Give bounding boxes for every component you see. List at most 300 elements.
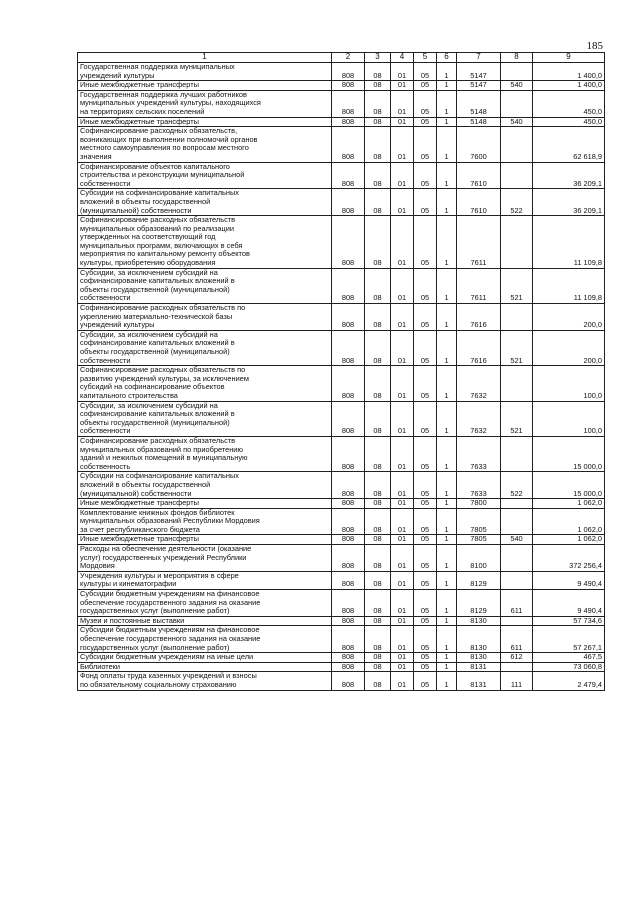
- cell-subsection: 01: [391, 662, 414, 672]
- cell-code-ministry: 808: [332, 616, 365, 626]
- cell-program: 05: [414, 472, 437, 499]
- cell-target-item: 7611: [457, 268, 501, 303]
- cell-expense-name: [78, 330, 332, 365]
- cell-amount: 450,0: [533, 117, 605, 127]
- cell-subprogram: 1: [437, 162, 457, 189]
- expense-name-line: Софинансирование расходных обязательств,: [80, 126, 238, 136]
- table-row: [78, 508, 605, 535]
- cell-section: 08: [365, 545, 391, 572]
- cell-section: 08: [365, 90, 391, 117]
- cell-subsection: 01: [391, 162, 414, 189]
- cell-target-item: 8129: [457, 590, 501, 617]
- cell-code-ministry: 808: [332, 672, 365, 690]
- cell-amount: 467,5: [533, 653, 605, 663]
- cell-subsection: 01: [391, 571, 414, 589]
- cell-amount: 100,0: [533, 401, 605, 436]
- cell-code-ministry: 808: [332, 216, 365, 269]
- cell-target-item: 7600: [457, 127, 501, 162]
- column-header: 6: [437, 53, 457, 63]
- cell-expense-type: [501, 63, 533, 81]
- expense-name-line: местного самоуправления по вопросам местного: [80, 143, 249, 153]
- cell-subprogram: 1: [437, 626, 457, 653]
- expense-name-line: вложений в объекты государственной: [80, 479, 211, 489]
- cell-program: 05: [414, 662, 437, 672]
- cell-code-ministry: 808: [332, 268, 365, 303]
- table-row: [78, 590, 605, 617]
- cell-expense-name: [78, 472, 332, 499]
- expense-name-line: Софинансирование расходных обязательств: [80, 435, 236, 445]
- cell-section: 08: [365, 81, 391, 91]
- cell-subprogram: 1: [437, 90, 457, 117]
- cell-amount: 372 256,4: [533, 545, 605, 572]
- expense-name-line: объекты государственной (муниципальной): [80, 284, 230, 294]
- expense-name-line: Софинансирование расходных обязательств: [80, 215, 236, 225]
- cell-section: 08: [365, 127, 391, 162]
- cell-target-item: 8131: [457, 672, 501, 690]
- cell-amount: 200,0: [533, 304, 605, 331]
- cell-subsection: 01: [391, 590, 414, 617]
- cell-expense-type: [501, 571, 533, 589]
- cell-code-ministry: 808: [332, 535, 365, 545]
- cell-program: 05: [414, 535, 437, 545]
- expense-name-line: утвержденных на соответствующий год: [80, 232, 216, 242]
- expense-name-line: объекты государственной (муниципальной): [80, 417, 230, 427]
- table-row: [78, 216, 605, 269]
- cell-target-item: 7632: [457, 366, 501, 401]
- cell-section: 08: [365, 472, 391, 499]
- cell-expense-type: [501, 508, 533, 535]
- expense-name-line: мероприятия по капитальному ремонту объектов: [80, 249, 250, 259]
- cell-section: 08: [365, 436, 391, 471]
- column-header: 1: [78, 53, 332, 63]
- expense-name-line: вложений в объекты государственной: [80, 196, 211, 206]
- expense-name-line: государственных услуг (выполнение работ): [80, 606, 230, 616]
- table-body: [78, 63, 605, 691]
- cell-section: 08: [365, 330, 391, 365]
- cell-program: 05: [414, 366, 437, 401]
- cell-subprogram: 1: [437, 508, 457, 535]
- table-row: [78, 162, 605, 189]
- expense-name-line: Учреждения культуры и мероприятия в сфере: [80, 570, 239, 580]
- cell-target-item: 7616: [457, 330, 501, 365]
- cell-subprogram: 1: [437, 653, 457, 663]
- cell-section: 08: [365, 366, 391, 401]
- cell-amount: 100,0: [533, 366, 605, 401]
- cell-code-ministry: 808: [332, 366, 365, 401]
- column-header: 2: [332, 53, 365, 63]
- cell-subprogram: 1: [437, 616, 457, 626]
- cell-expense-name: [78, 90, 332, 117]
- cell-subprogram: 1: [437, 189, 457, 216]
- cell-amount: 15 000,0: [533, 436, 605, 471]
- column-header: 4: [391, 53, 414, 63]
- cell-code-ministry: 808: [332, 472, 365, 499]
- cell-section: 08: [365, 216, 391, 269]
- cell-amount: 9 490,4: [533, 590, 605, 617]
- expense-name-line: Субсидии, за исключением субсидий на: [80, 267, 218, 277]
- cell-expense-type: 611: [501, 590, 533, 617]
- cell-subsection: 01: [391, 545, 414, 572]
- cell-amount: 1 062,0: [533, 508, 605, 535]
- table-row: [78, 626, 605, 653]
- table-row: [78, 653, 605, 663]
- cell-subsection: 01: [391, 63, 414, 81]
- cell-section: 08: [365, 268, 391, 303]
- cell-program: 05: [414, 63, 437, 81]
- cell-code-ministry: 808: [332, 162, 365, 189]
- expense-name-line: муниципальных образований Республики Мордовия: [80, 516, 260, 526]
- cell-program: 05: [414, 499, 437, 509]
- table-row: [78, 366, 605, 401]
- cell-subprogram: 1: [437, 117, 457, 127]
- cell-program: 05: [414, 127, 437, 162]
- cell-expense-name: [78, 216, 332, 269]
- expense-name-line: (муниципальной) собственности: [80, 488, 192, 498]
- table-row: [78, 672, 605, 690]
- expense-name-line: Субсидии, за исключением субсидий на: [80, 400, 218, 410]
- cell-expense-name: [78, 499, 332, 509]
- cell-code-ministry: 808: [332, 626, 365, 653]
- cell-amount: 11 109,8: [533, 268, 605, 303]
- cell-code-ministry: 808: [332, 63, 365, 81]
- cell-expense-type: [501, 545, 533, 572]
- cell-subprogram: 1: [437, 127, 457, 162]
- cell-amount: 1 400,0: [533, 63, 605, 81]
- cell-expense-name: [78, 81, 332, 91]
- expense-name-line: Софинансирование расходных обязательств по: [80, 303, 246, 313]
- cell-expense-type: [501, 162, 533, 189]
- cell-code-ministry: 808: [332, 499, 365, 509]
- cell-program: 05: [414, 304, 437, 331]
- cell-subsection: 01: [391, 81, 414, 91]
- cell-expense-name: [78, 127, 332, 162]
- cell-expense-type: 540: [501, 81, 533, 91]
- cell-expense-type: [501, 662, 533, 672]
- cell-subsection: 01: [391, 268, 414, 303]
- cell-expense-name: [78, 401, 332, 436]
- column-header: 9: [533, 53, 605, 63]
- cell-target-item: 7805: [457, 508, 501, 535]
- expense-name-line: собственность: [80, 461, 131, 471]
- cell-target-item: 8100: [457, 545, 501, 572]
- cell-subprogram: 1: [437, 590, 457, 617]
- cell-amount: 1 062,0: [533, 535, 605, 545]
- cell-amount: 1 400,0: [533, 81, 605, 91]
- cell-program: 05: [414, 401, 437, 436]
- cell-section: 08: [365, 162, 391, 189]
- expense-name-line: Государственная поддержка муниципальных: [80, 62, 235, 71]
- cell-code-ministry: 808: [332, 330, 365, 365]
- expense-name-line: Иные межбюджетные трансферты: [80, 116, 199, 126]
- expense-name-line: услуг) государственных учреждений Республики: [80, 552, 247, 562]
- cell-code-ministry: 808: [332, 401, 365, 436]
- cell-target-item: 5148: [457, 90, 501, 117]
- cell-program: 05: [414, 626, 437, 653]
- expense-name-line: муниципальных образований по приобретению: [80, 444, 243, 454]
- cell-subprogram: 1: [437, 472, 457, 499]
- cell-amount: 15 000,0: [533, 472, 605, 499]
- expense-name-line: Иные межбюджетные трансферты: [80, 80, 199, 90]
- cell-subsection: 01: [391, 508, 414, 535]
- cell-program: 05: [414, 330, 437, 365]
- cell-amount: 36 209,1: [533, 189, 605, 216]
- cell-code-ministry: 808: [332, 545, 365, 572]
- cell-subsection: 01: [391, 672, 414, 690]
- cell-expense-name: [78, 189, 332, 216]
- expense-name-line: обеспечение государственного задания на оказание: [80, 597, 261, 607]
- cell-section: 08: [365, 662, 391, 672]
- cell-subprogram: 1: [437, 366, 457, 401]
- cell-section: 08: [365, 653, 391, 663]
- cell-code-ministry: 808: [332, 90, 365, 117]
- expense-name-line: Музеи и постоянные выставки: [80, 615, 185, 625]
- cell-subsection: 01: [391, 216, 414, 269]
- cell-expense-name: [78, 545, 332, 572]
- expense-name-line: собственности: [80, 178, 131, 188]
- cell-amount: 57 267,1: [533, 626, 605, 653]
- table-row: [78, 499, 605, 509]
- cell-expense-name: [78, 63, 332, 81]
- cell-subsection: 01: [391, 626, 414, 653]
- expense-name-line: возникающих при выполнении полномочий органов: [80, 134, 258, 144]
- expense-name-line: обеспечение государственного задания на оказание: [80, 634, 261, 643]
- cell-amount: 200,0: [533, 330, 605, 365]
- cell-subprogram: 1: [437, 545, 457, 572]
- cell-expense-type: [501, 304, 533, 331]
- table-row: [78, 304, 605, 331]
- cell-expense-type: 521: [501, 330, 533, 365]
- expense-name-line: укреплению материально-технической базы: [80, 311, 233, 321]
- cell-amount: 73 060,8: [533, 662, 605, 672]
- cell-subprogram: 1: [437, 436, 457, 471]
- expense-name-line: муниципальных образований по реализации: [80, 223, 235, 233]
- expense-name-line: по обязательному социальному страхованию: [80, 679, 237, 689]
- cell-code-ministry: 808: [332, 436, 365, 471]
- table-row: [78, 401, 605, 436]
- cell-program: 05: [414, 216, 437, 269]
- cell-target-item: 7800: [457, 499, 501, 509]
- cell-program: 05: [414, 162, 437, 189]
- expense-name-line: собственности: [80, 293, 131, 303]
- cell-expense-name: [78, 304, 332, 331]
- cell-code-ministry: 808: [332, 653, 365, 663]
- expense-name-line: софинансирование капитальных вложений в: [80, 409, 235, 419]
- cell-amount: 62 618,9: [533, 127, 605, 162]
- column-header: 7: [457, 53, 501, 63]
- cell-expense-type: 522: [501, 189, 533, 216]
- cell-section: 08: [365, 535, 391, 545]
- cell-code-ministry: 808: [332, 189, 365, 216]
- cell-target-item: 7610: [457, 189, 501, 216]
- expense-name-line: софинансирование капитальных вложений в: [80, 338, 235, 348]
- cell-target-item: 7611: [457, 216, 501, 269]
- expense-name-line: собственности: [80, 426, 131, 436]
- cell-target-item: 7633: [457, 472, 501, 499]
- cell-target-item: 7632: [457, 401, 501, 436]
- expense-name-line: Фонд оплаты труда казенных учреждений и взносы: [80, 671, 257, 681]
- cell-subprogram: 1: [437, 268, 457, 303]
- expense-name-line: Комплектование книжных фондов библиотек: [80, 507, 235, 517]
- expense-name-line: софинансирование капитальных вложений в: [80, 276, 235, 286]
- cell-target-item: 7616: [457, 304, 501, 331]
- cell-program: 05: [414, 81, 437, 91]
- cell-target-item: 5147: [457, 81, 501, 91]
- cell-subsection: 01: [391, 117, 414, 127]
- cell-expense-type: [501, 90, 533, 117]
- cell-code-ministry: 808: [332, 590, 365, 617]
- cell-target-item: 7805: [457, 535, 501, 545]
- cell-target-item: 8130: [457, 616, 501, 626]
- cell-code-ministry: 808: [332, 571, 365, 589]
- cell-section: 08: [365, 189, 391, 216]
- expense-name-line: субсидий на софинансирование объектов: [80, 382, 225, 392]
- cell-expense-type: 612: [501, 653, 533, 663]
- expense-name-line: Мордовия: [80, 561, 115, 571]
- cell-program: 05: [414, 90, 437, 117]
- expense-name-line: Субсидии на софинансирование капитальных: [80, 471, 239, 481]
- cell-target-item: 8131: [457, 662, 501, 672]
- table-row: [78, 571, 605, 589]
- cell-subsection: 01: [391, 90, 414, 117]
- cell-target-item: 8129: [457, 571, 501, 589]
- cell-target-item: 5147: [457, 63, 501, 81]
- cell-subsection: 01: [391, 401, 414, 436]
- cell-target-item: 7610: [457, 162, 501, 189]
- cell-expense-name: [78, 436, 332, 471]
- expense-name-line: Субсидии бюджетным учреждениям на иные цели: [80, 652, 254, 662]
- cell-code-ministry: 808: [332, 127, 365, 162]
- cell-subprogram: 1: [437, 499, 457, 509]
- expense-name-line: культуры и кинематографии: [80, 579, 177, 589]
- expense-name-line: Субсидии бюджетным учреждениям на финансовое: [80, 589, 260, 599]
- cell-amount: 57 734,6: [533, 616, 605, 626]
- cell-program: 05: [414, 268, 437, 303]
- expense-name-line: за счет республиканского бюджета: [80, 524, 200, 534]
- cell-subsection: 01: [391, 330, 414, 365]
- expense-name-line: Государственная поддержка лучших работников: [80, 89, 247, 99]
- table-row: [78, 127, 605, 162]
- cell-program: 05: [414, 508, 437, 535]
- expense-name-line: капитального строительства: [80, 390, 178, 400]
- cell-subsection: 01: [391, 535, 414, 545]
- cell-subsection: 01: [391, 472, 414, 499]
- cell-program: 05: [414, 117, 437, 127]
- cell-code-ministry: 808: [332, 508, 365, 535]
- cell-section: 08: [365, 304, 391, 331]
- expense-name-line: муниципальных учреждений культуры, находящихся: [80, 98, 261, 108]
- table-row: [78, 189, 605, 216]
- cell-subsection: 01: [391, 127, 414, 162]
- cell-code-ministry: 808: [332, 662, 365, 672]
- cell-expense-type: [501, 127, 533, 162]
- cell-program: 05: [414, 571, 437, 589]
- cell-program: 05: [414, 189, 437, 216]
- cell-section: 08: [365, 401, 391, 436]
- cell-code-ministry: 808: [332, 304, 365, 331]
- cell-amount: 9 490,4: [533, 571, 605, 589]
- cell-section: 08: [365, 571, 391, 589]
- cell-expense-type: [501, 436, 533, 471]
- cell-subsection: 01: [391, 304, 414, 331]
- expense-name-line: культуры, приобретению оборудования: [80, 258, 216, 268]
- cell-subprogram: 1: [437, 662, 457, 672]
- table-row: [78, 81, 605, 91]
- cell-section: 08: [365, 626, 391, 653]
- header-row: [78, 53, 605, 63]
- cell-program: 05: [414, 653, 437, 663]
- cell-code-ministry: 808: [332, 117, 365, 127]
- cell-subsection: 01: [391, 616, 414, 626]
- expense-name-line: учреждений культуры: [80, 320, 155, 330]
- table-row: [78, 268, 605, 303]
- expense-name-line: государственных услуг (выполнение работ): [80, 642, 230, 652]
- budget-table: [77, 52, 605, 691]
- expense-name-line: учреждений культуры: [80, 70, 155, 80]
- cell-amount: 450,0: [533, 90, 605, 117]
- page-number: 185: [586, 40, 603, 52]
- cell-expense-type: [501, 366, 533, 401]
- table-row: [78, 330, 605, 365]
- expense-name-line: Субсидии на софинансирование капитальных: [80, 188, 239, 198]
- cell-target-item: 8130: [457, 653, 501, 663]
- cell-section: 08: [365, 590, 391, 617]
- cell-program: 05: [414, 436, 437, 471]
- expense-name-line: зданий и нежилых помещений в муниципальную: [80, 453, 248, 463]
- cell-subprogram: 1: [437, 535, 457, 545]
- cell-section: 08: [365, 616, 391, 626]
- cell-subprogram: 1: [437, 63, 457, 81]
- column-header: 3: [365, 53, 391, 63]
- cell-expense-type: 521: [501, 268, 533, 303]
- cell-code-ministry: 808: [332, 81, 365, 91]
- cell-expense-type: [501, 616, 533, 626]
- expense-name-line: Иные межбюджетные трансферты: [80, 498, 199, 508]
- expense-name-line: (муниципальной) собственности: [80, 205, 192, 215]
- cell-expense-type: 521: [501, 401, 533, 436]
- cell-subsection: 01: [391, 189, 414, 216]
- cell-expense-name: [78, 672, 332, 690]
- cell-subprogram: 1: [437, 304, 457, 331]
- expense-name-line: на территориях сельских поселений: [80, 106, 205, 116]
- cell-expense-type: 540: [501, 117, 533, 127]
- cell-expense-name: [78, 590, 332, 617]
- column-header: 8: [501, 53, 533, 63]
- cell-expense-type: 111: [501, 672, 533, 690]
- cell-subprogram: 1: [437, 401, 457, 436]
- cell-amount: 2 479,4: [533, 672, 605, 690]
- cell-section: 08: [365, 508, 391, 535]
- cell-subprogram: 1: [437, 672, 457, 690]
- expense-name-line: Софинансирование объектов капитального: [80, 161, 230, 171]
- table-row: [78, 545, 605, 572]
- cell-target-item: 7633: [457, 436, 501, 471]
- cell-target-item: 8130: [457, 626, 501, 653]
- cell-amount: 36 209,1: [533, 162, 605, 189]
- expense-name-line: Библиотеки: [80, 661, 121, 671]
- table-row: [78, 63, 605, 81]
- expense-name-line: Расходы на обеспечение деятельности (оказание: [80, 544, 252, 554]
- cell-program: 05: [414, 672, 437, 690]
- cell-expense-name: [78, 508, 332, 535]
- cell-expense-name: [78, 571, 332, 589]
- cell-expense-name: [78, 268, 332, 303]
- table-row: [78, 472, 605, 499]
- cell-expense-type: [501, 216, 533, 269]
- cell-subsection: 01: [391, 653, 414, 663]
- cell-expense-name: [78, 653, 332, 663]
- expense-name-line: значения: [80, 151, 112, 161]
- cell-program: 05: [414, 590, 437, 617]
